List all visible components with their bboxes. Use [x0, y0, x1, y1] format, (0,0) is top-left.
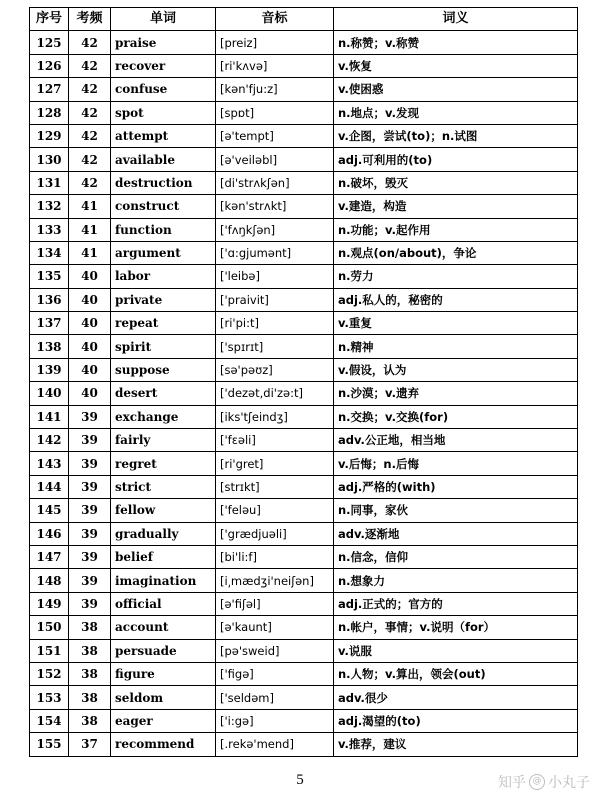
header-freq: 考频	[69, 8, 111, 31]
row-phonetic: [bi'li:f]	[216, 545, 334, 568]
watermark-author: 小丸子	[548, 775, 590, 791]
row-phonetic: [ri'pi:t]	[216, 312, 334, 335]
row-definition: adj.渴望的(to)	[334, 709, 578, 732]
row-number: 125	[30, 31, 69, 54]
header-phonetic: 音标	[216, 8, 334, 31]
row-frequency: 40	[69, 358, 111, 381]
row-number: 145	[30, 499, 69, 522]
row-definition: n.观点(on/about)，争论	[334, 241, 578, 264]
row-number: 135	[30, 265, 69, 288]
row-definition: v.假设，认为	[334, 358, 578, 381]
row-definition: n.同事，家伙	[334, 499, 578, 522]
page-number: 5	[296, 772, 304, 788]
table-row	[30, 452, 578, 475]
row-phonetic: [ə'veiləbl]	[216, 148, 334, 171]
table-row	[30, 218, 578, 241]
row-phonetic: [.rekə'mend]	[216, 733, 334, 756]
row-phonetic: [ə'kaunt]	[216, 616, 334, 639]
table-row	[30, 639, 578, 662]
row-number: 136	[30, 288, 69, 311]
row-frequency: 41	[69, 195, 111, 218]
row-frequency: 39	[69, 405, 111, 428]
row-frequency: 38	[69, 616, 111, 639]
row-frequency: 40	[69, 335, 111, 358]
table-row	[30, 382, 578, 405]
table-header-row	[30, 8, 578, 31]
row-word: spirit	[111, 335, 216, 358]
row-word: desert	[111, 382, 216, 405]
row-definition: adv.逐渐地	[334, 522, 578, 545]
row-frequency: 38	[69, 662, 111, 685]
table-row	[30, 569, 578, 592]
row-word: argument	[111, 241, 216, 264]
row-number: 131	[30, 171, 69, 194]
table-row	[30, 335, 578, 358]
table-row	[30, 124, 578, 147]
row-frequency: 40	[69, 382, 111, 405]
row-phonetic: [kən'strʌkt]	[216, 195, 334, 218]
row-phonetic: ['praivit]	[216, 288, 334, 311]
row-frequency: 39	[69, 499, 111, 522]
row-word: account	[111, 616, 216, 639]
row-phonetic: ['figə]	[216, 662, 334, 685]
row-word: suppose	[111, 358, 216, 381]
row-frequency: 42	[69, 54, 111, 77]
row-number: 147	[30, 545, 69, 568]
table-row	[30, 709, 578, 732]
table-row	[30, 358, 578, 381]
row-phonetic: [strɪkt]	[216, 475, 334, 498]
row-frequency: 39	[69, 475, 111, 498]
row-phonetic: ['fεəli]	[216, 429, 334, 452]
row-number: 154	[30, 709, 69, 732]
row-definition: n.劳力	[334, 265, 578, 288]
table-row	[30, 686, 578, 709]
row-definition: n.帐户，事情；v.说明（for）	[334, 616, 578, 639]
row-number: 126	[30, 54, 69, 77]
row-word: fairly	[111, 429, 216, 452]
row-frequency: 39	[69, 522, 111, 545]
row-definition: n.破坏，毁灭	[334, 171, 578, 194]
row-phonetic: [di'strʌkʃən]	[216, 171, 334, 194]
row-frequency: 40	[69, 265, 111, 288]
row-definition: v.恢复	[334, 54, 578, 77]
row-word: seldom	[111, 686, 216, 709]
row-frequency: 39	[69, 429, 111, 452]
row-phonetic: ['fʌŋkʃən]	[216, 218, 334, 241]
row-phonetic: [ri'kʌvə]	[216, 54, 334, 77]
row-definition: v.建造，构造	[334, 195, 578, 218]
table-row	[30, 616, 578, 639]
row-definition: adj.正式的；官方的	[334, 592, 578, 615]
table-row	[30, 592, 578, 615]
row-word: recover	[111, 54, 216, 77]
row-frequency: 42	[69, 124, 111, 147]
row-phonetic: ['ɑ:gjumənt]	[216, 241, 334, 264]
row-frequency: 38	[69, 686, 111, 709]
row-phonetic: [preiz]	[216, 31, 334, 54]
row-word: strict	[111, 475, 216, 498]
table-row	[30, 733, 578, 756]
table-row	[30, 78, 578, 101]
row-definition: v.重复	[334, 312, 578, 335]
row-word: destruction	[111, 171, 216, 194]
row-word: praise	[111, 31, 216, 54]
header-word: 单词	[111, 8, 216, 31]
row-number: 146	[30, 522, 69, 545]
row-definition: v.使困惑	[334, 78, 578, 101]
row-phonetic: [iks'tʃeindʒ]	[216, 405, 334, 428]
row-phonetic: [ə'fiʃəl]	[216, 592, 334, 615]
watermark	[498, 772, 590, 792]
table-row	[30, 195, 578, 218]
row-number: 152	[30, 662, 69, 685]
row-phonetic: [sə'pəʊz]	[216, 358, 334, 381]
table-row	[30, 171, 578, 194]
row-number: 139	[30, 358, 69, 381]
row-frequency: 42	[69, 31, 111, 54]
table-row	[30, 522, 578, 545]
row-definition: adj.私人的，秘密的	[334, 288, 578, 311]
row-definition: n.功能；v.起作用	[334, 218, 578, 241]
row-phonetic: ['feləu]	[216, 499, 334, 522]
table-row	[30, 148, 578, 171]
row-phonetic: ['seldəm]	[216, 686, 334, 709]
row-frequency: 42	[69, 171, 111, 194]
row-word: spot	[111, 101, 216, 124]
table-row	[30, 54, 578, 77]
row-definition: adv.很少	[334, 686, 578, 709]
row-frequency: 41	[69, 241, 111, 264]
row-phonetic: [ə'tempt]	[216, 124, 334, 147]
row-number: 134	[30, 241, 69, 264]
row-phonetic: ['dezət,di'zə:t]	[216, 382, 334, 405]
row-phonetic: ['spɪrɪt]	[216, 335, 334, 358]
row-number: 144	[30, 475, 69, 498]
row-word: private	[111, 288, 216, 311]
row-frequency: 39	[69, 452, 111, 475]
row-frequency: 40	[69, 288, 111, 311]
row-word: labor	[111, 265, 216, 288]
row-number: 142	[30, 429, 69, 452]
row-phonetic: [ri'gret]	[216, 452, 334, 475]
row-definition: adj.可利用的(to)	[334, 148, 578, 171]
row-number: 132	[30, 195, 69, 218]
row-phonetic: [spɒt]	[216, 101, 334, 124]
table-row	[30, 312, 578, 335]
header-definition: 词义	[334, 8, 578, 31]
table-row	[30, 288, 578, 311]
row-definition: n.想象力	[334, 569, 578, 592]
row-phonetic: ['grædjuəli]	[216, 522, 334, 545]
row-definition: adj.严格的(with)	[334, 475, 578, 498]
watermark-site: 知乎	[498, 775, 526, 791]
table-row	[30, 265, 578, 288]
row-frequency: 38	[69, 639, 111, 662]
row-number: 137	[30, 312, 69, 335]
row-definition: n.地点；v.发现	[334, 101, 578, 124]
table-row	[30, 405, 578, 428]
table-row	[30, 31, 578, 54]
at-icon: @	[529, 774, 545, 790]
table-row	[30, 545, 578, 568]
row-number: 127	[30, 78, 69, 101]
row-definition: v.企图，尝试(to)；n.试图	[334, 124, 578, 147]
row-definition: n.人物；v.算出，领会(out)	[334, 662, 578, 685]
row-word: persuade	[111, 639, 216, 662]
row-frequency: 41	[69, 218, 111, 241]
row-word: available	[111, 148, 216, 171]
table-row	[30, 475, 578, 498]
row-definition: n.称赞；v.称赞	[334, 31, 578, 54]
row-definition: n.精神	[334, 335, 578, 358]
row-word: official	[111, 592, 216, 615]
row-number: 138	[30, 335, 69, 358]
row-phonetic: ['i:gə]	[216, 709, 334, 732]
table-row	[30, 241, 578, 264]
row-definition: v.后悔；n.后悔	[334, 452, 578, 475]
row-number: 153	[30, 686, 69, 709]
row-word: construct	[111, 195, 216, 218]
row-word: function	[111, 218, 216, 241]
row-number: 141	[30, 405, 69, 428]
row-definition: n.信念，信仰	[334, 545, 578, 568]
table-row	[30, 101, 578, 124]
row-frequency: 38	[69, 709, 111, 732]
row-word: repeat	[111, 312, 216, 335]
row-frequency: 39	[69, 569, 111, 592]
row-number: 140	[30, 382, 69, 405]
row-frequency: 39	[69, 545, 111, 568]
row-frequency: 40	[69, 312, 111, 335]
row-number: 150	[30, 616, 69, 639]
row-number: 149	[30, 592, 69, 615]
row-phonetic: [i͵mædʒi'neiʃən]	[216, 569, 334, 592]
row-frequency: 42	[69, 148, 111, 171]
row-number: 143	[30, 452, 69, 475]
row-word: confuse	[111, 78, 216, 101]
row-phonetic: [pə'sweid]	[216, 639, 334, 662]
row-number: 130	[30, 148, 69, 171]
row-phonetic: ['leibə]	[216, 265, 334, 288]
table-row	[30, 499, 578, 522]
row-number: 148	[30, 569, 69, 592]
row-frequency: 37	[69, 733, 111, 756]
row-definition: v.推荐，建议	[334, 733, 578, 756]
row-word: exchange	[111, 405, 216, 428]
row-word: regret	[111, 452, 216, 475]
row-definition: adv.公正地，相当地	[334, 429, 578, 452]
row-word: fellow	[111, 499, 216, 522]
row-word: recommend	[111, 733, 216, 756]
table-row	[30, 662, 578, 685]
row-number: 128	[30, 101, 69, 124]
row-definition: n.交换；v.交换(for)	[334, 405, 578, 428]
row-frequency: 42	[69, 101, 111, 124]
row-number: 133	[30, 218, 69, 241]
vocabulary-table	[29, 7, 578, 757]
row-phonetic: [kən'fju:z]	[216, 78, 334, 101]
row-word: eager	[111, 709, 216, 732]
row-definition: n.沙漠；v.遗弃	[334, 382, 578, 405]
row-word: figure	[111, 662, 216, 685]
row-word: imagination	[111, 569, 216, 592]
row-word: gradually	[111, 522, 216, 545]
row-frequency: 42	[69, 78, 111, 101]
header-num: 序号	[30, 8, 69, 31]
row-number: 151	[30, 639, 69, 662]
row-number: 129	[30, 124, 69, 147]
row-number: 155	[30, 733, 69, 756]
table-row	[30, 429, 578, 452]
row-word: attempt	[111, 124, 216, 147]
row-definition: v.说服	[334, 639, 578, 662]
row-word: belief	[111, 545, 216, 568]
row-frequency: 39	[69, 592, 111, 615]
